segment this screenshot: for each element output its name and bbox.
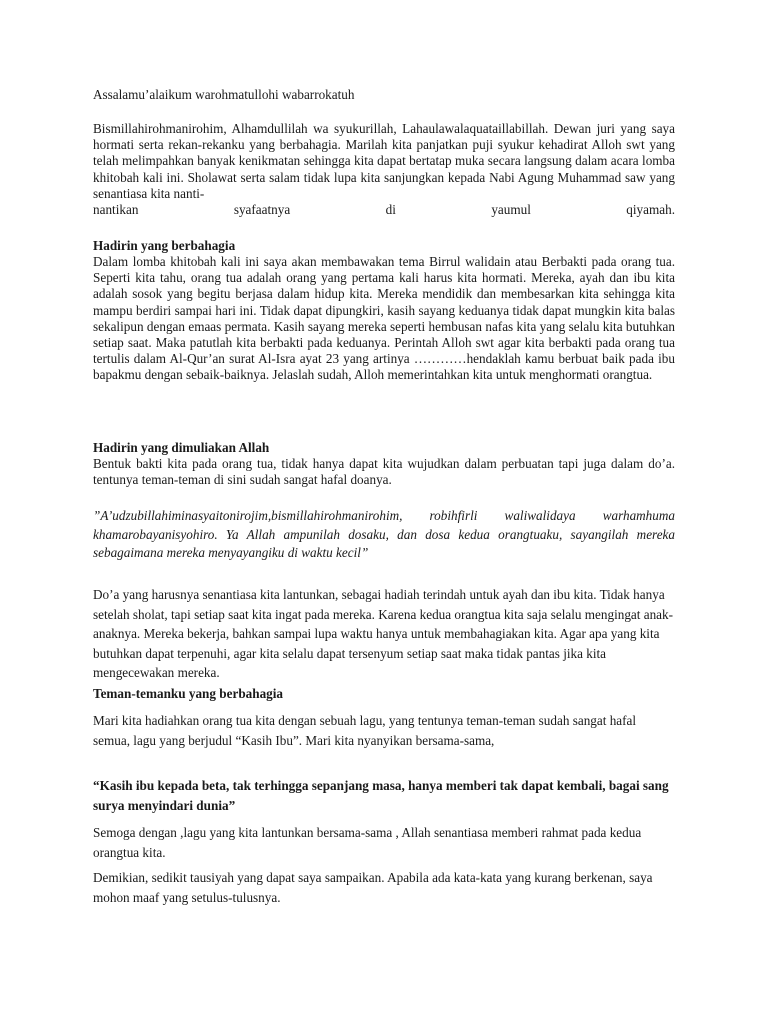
prayer-quote: ”A’udzubillahiminasyaitonirojim,bismillahirohmanirohim, robihfirli waliwalidaya warhamhuma khamarobayanisyohiro. Ya Allah ampunilah dosaku, dan dosa kedua orangtuaku, sayangilah mereka sebagaimana mereka menyayangiku di waktu kecil” [93, 508, 675, 560]
opening-text: Bismillahirohmanirohim, Alhamdullilah wa syukurillah, Lahaulawalaquataillabillah. Dewan juri yang saya hormati serta rekan-rekanku yang berbahagia. Marilah kita panjatkan puji syukur kehadirat Alloh swt yang telah melimpahkan banyak kenikmatan sehingga kita dapat bertatap muka secara langsung dalam acara lomba khitobah kali ini. Sholawat serta salam tidak lupa kita sanjungkan kepada Nabi Agung Muhammad saw yang senantiasa kita nanti- [93, 121, 675, 201]
song-lyrics: “Kasih ibu kepada beta, tak terhingga sepanjang masa, hanya memberi tak dapat kembali, bagai sang surya menyindari dunia” [93, 778, 669, 813]
after-prayer-paragraph: Do’a yang harusnya senantiasa kita lantunkan, sebagai hadiah terindah untuk ayah dan ibu kita. Tidak hanya setelah sholat, tapi setiap saat kita ingat pada mereka. Karena kedua orangtua kita saja selalu mengingat anak-anaknya. Mereka bekerja, bahkan sampai lupa waktu hanya untuk membahagiakan kita. Agar apa yang kita butuhkan dapat terpenuhi, agar kita selalu dapat tersenyum setiap saat maka tidak pantas jika kita mengecewakan mereka. [93, 587, 674, 680]
section1-paragraph: Dalam lomba khitobah kali ini saya akan membawakan tema Birrul walidain atau Berbakti pada orang tua. Seperti kita tahu, orang tua adalah orang yang pertama kali harus kita hormati. Mereka, ayah dan ibu kita adalah sosok yang begitu berjasa dalam hidup kita. Mereka mendidik dan membesarkan kita sehingga kita mampu berdiri sampai hari ini. Tidak dapat dipungkiri, kasih sayang keduanya tidak dapat mungkin kita balas sekalipun dengan emaas permata. Kasih sayang mereka seperti hembusan nafas kita yang selalu kita butuhkan setiap saat. Maka patutlah kita berbakti pada keduanya. Perintah Alloh swt agar kita berbakti pada orang tua tertulis dalam Al-Qur’an surat Al-Isra ayat 23 yang artinya …………hendaklah kamu berbuat baik pada ibu bapakmu dengan sebaik-baiknya. Jelaslah sudah, Alloh memerintahkan kita untuk menghormati orangtua. [93, 254, 675, 383]
after-song-paragraph: Semoga dengan ,lagu yang kita lantunkan bersama-sama , Allah senantiasa memberi rahmat pada kedua orangtua kita. [93, 825, 642, 860]
section-heading-berbahagia: Hadirin yang berbahagia [93, 238, 236, 253]
opening-last-line: nantikan syafaatnya di yaumul qiyamah. [93, 202, 675, 218]
greeting-line: Assalamu’alaikum warohmatullohi wabarrokatuh [93, 87, 355, 102]
section-heading-dimuliakan: Hadirin yang dimuliakan Allah [93, 440, 270, 455]
song-intro-paragraph: Mari kita hadiahkan orang tua kita dengan sebuah lagu, yang tentunya teman-teman sudah sangat hafal semua, lagu yang berjudul “Kasih Ibu”. Mari kita nyanyikan bersama-sama, [93, 713, 637, 748]
closing-paragraph: Demikian, sedikit tausiyah yang dapat saya sampaikan. Apabila ada kata-kata yang kurang berkenan, saya mohon maaf yang setulus-tulusnya. [93, 870, 653, 905]
opening-paragraph [93, 121, 675, 218]
section-heading-teman: Teman-temanku yang berbahagia [93, 686, 284, 701]
section2-paragraph: Bentuk bakti kita pada orang tua, tidak hanya dapat kita wujudkan dalam perbuatan tapi juga dalam do’a. tentunya teman-teman di sini sudah sangat hafal doanya. [93, 456, 675, 488]
